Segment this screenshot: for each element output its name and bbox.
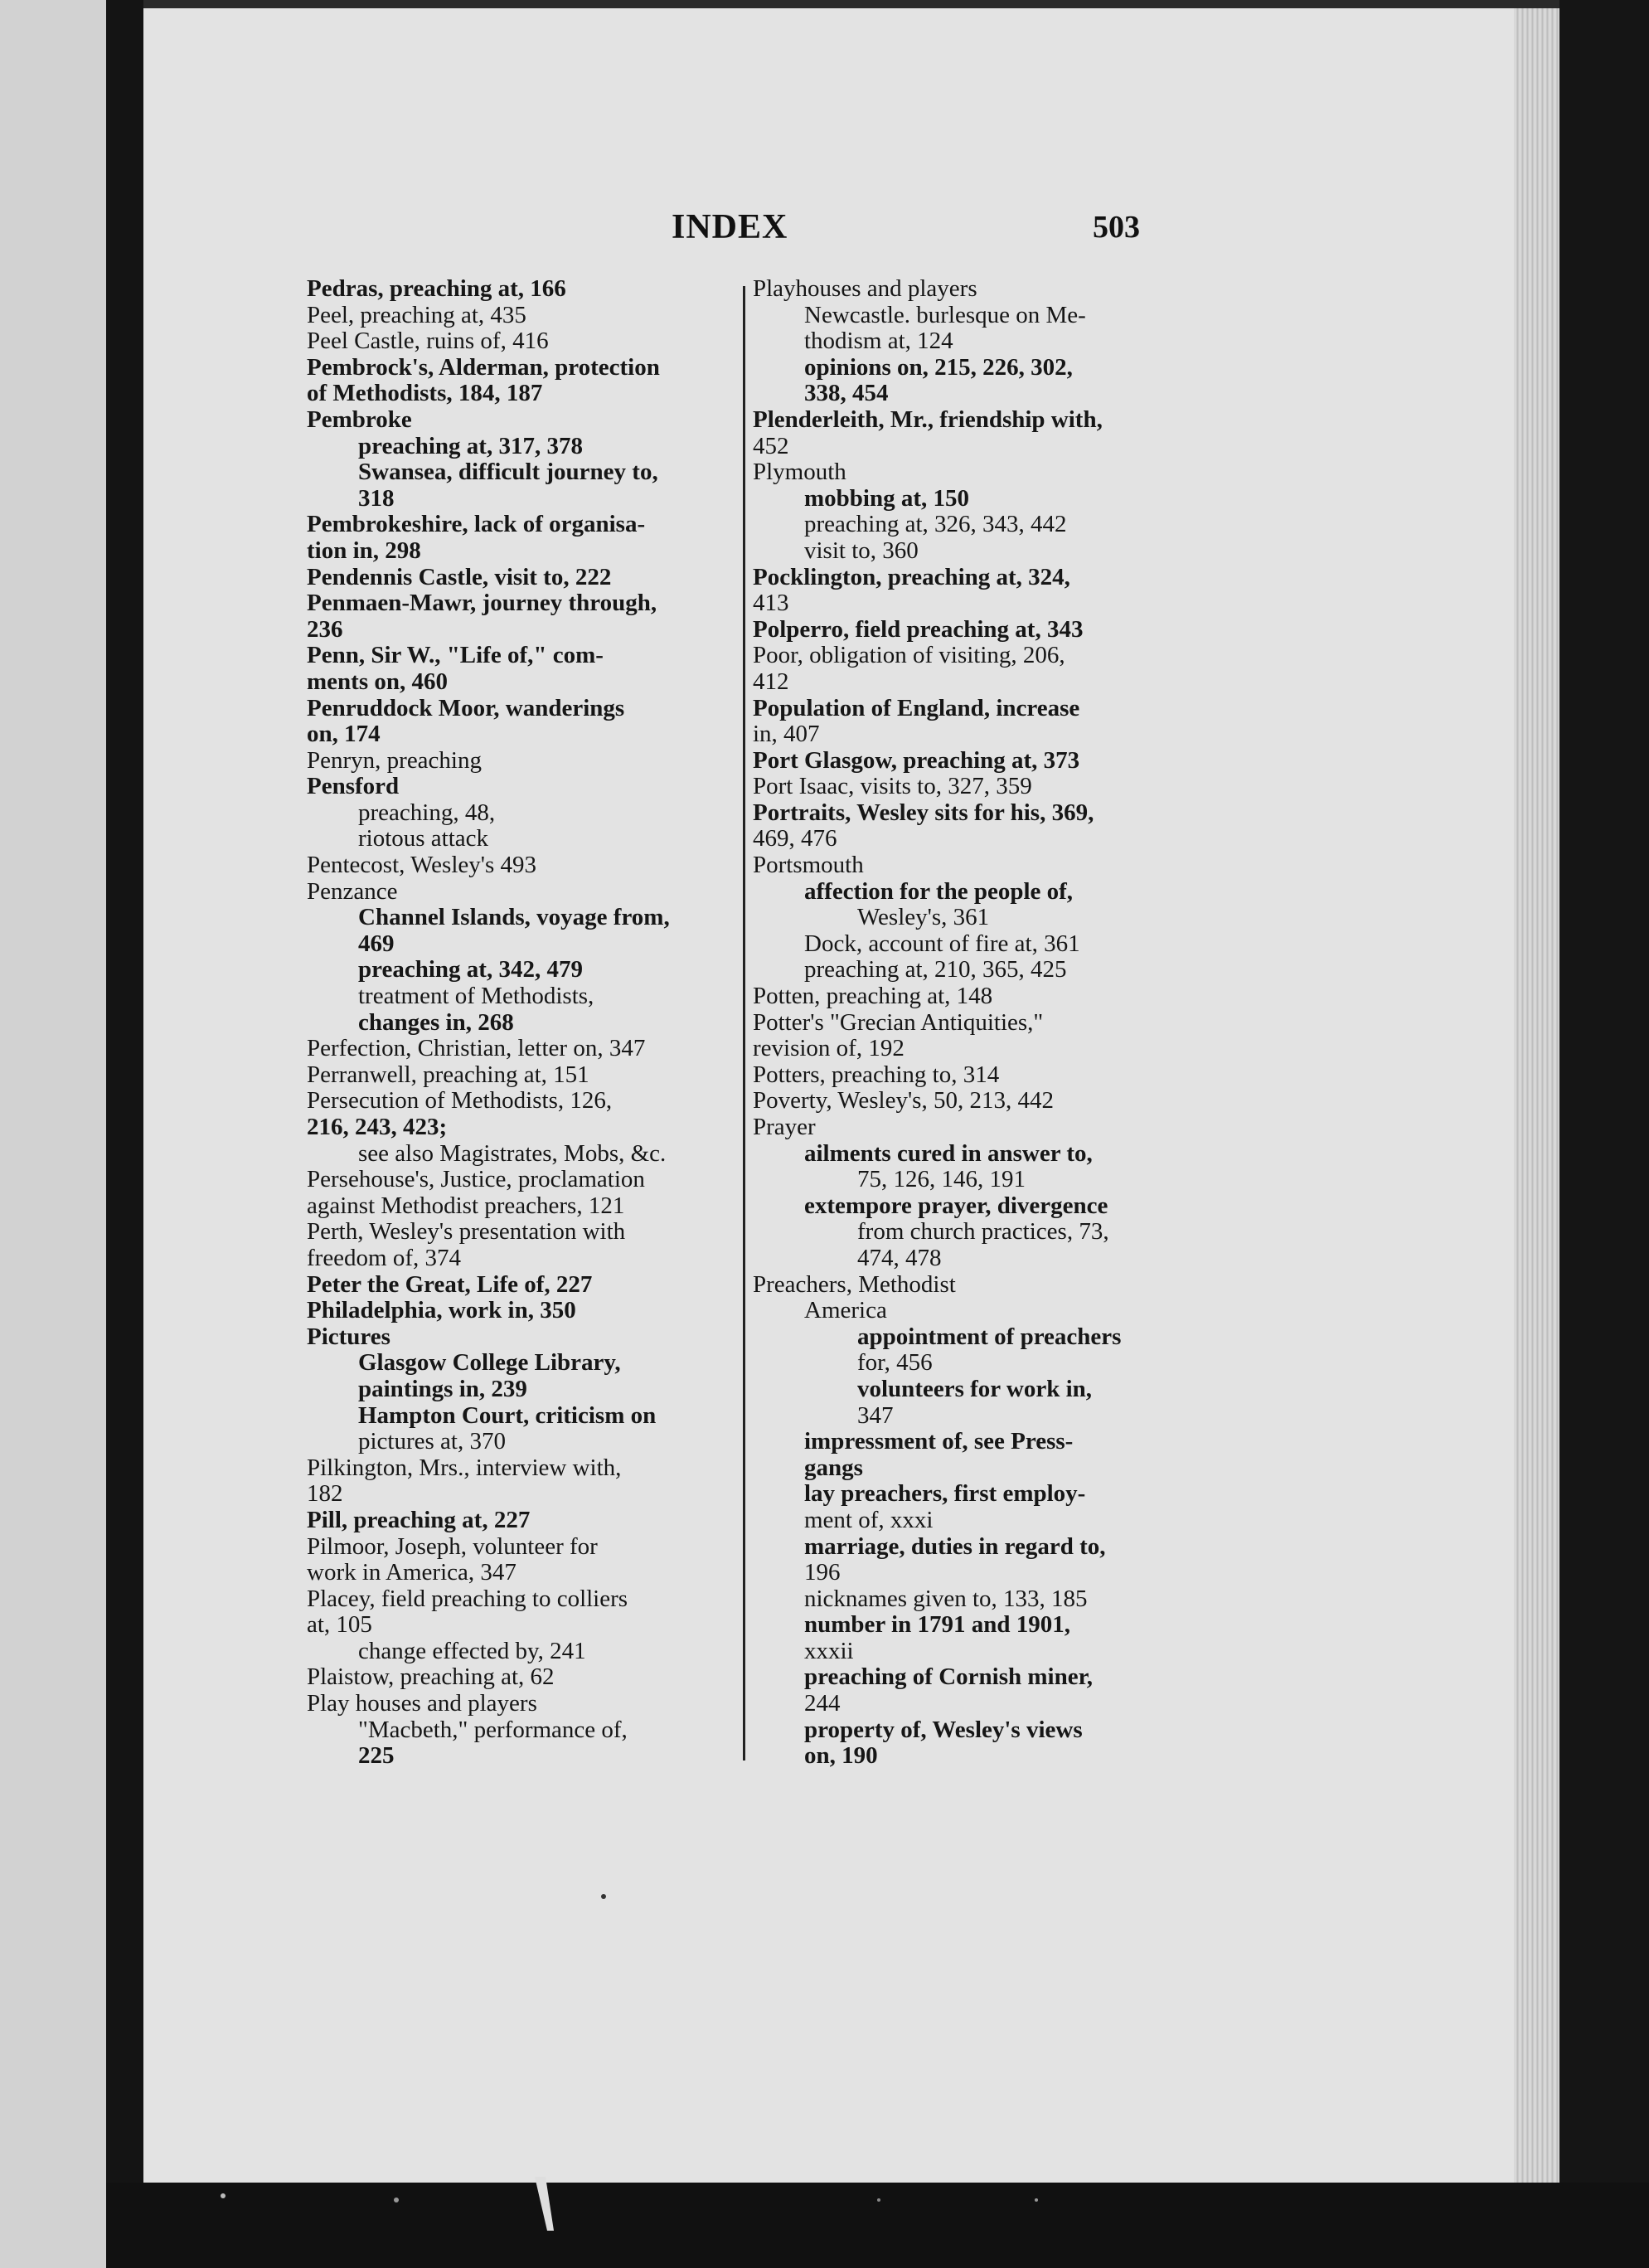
index-entry: paintings in, 239 <box>358 1375 527 1402</box>
index-entry: thodism at, 124 <box>804 328 953 355</box>
index-entry: Port Glasgow, preaching at, 373 <box>753 746 1080 774</box>
index-entry: revision of, 192 <box>753 1035 905 1062</box>
index-entry: Glasgow College Library, <box>358 1349 621 1377</box>
index-entry: Pembrock's, Alderman, protection <box>307 353 660 381</box>
index-entry: Pembroke <box>307 406 412 433</box>
index-entry: preaching at, 342, 479 <box>358 956 583 983</box>
index-entry: Penzance <box>307 877 398 905</box>
index-entry: freedom of, 374 <box>307 1244 462 1271</box>
index-entry: 469 <box>358 930 395 957</box>
index-entry: 216, 243, 423; <box>307 1114 448 1140</box>
index-entry: treatment of Methodists, <box>358 983 594 1010</box>
index-entry: opinions on, 215, 226, 302, <box>804 353 1073 381</box>
index-entry: Poverty, Wesley's, 50, 213, 442 <box>753 1087 1054 1115</box>
index-entry: Channel Islands, voyage from, <box>358 904 670 931</box>
index-entry: Perfection, Christian, letter on, 347 <box>307 1035 646 1062</box>
index-entry: on, 174 <box>307 721 381 748</box>
index-entry: Placey, field preaching to colliers <box>307 1585 628 1612</box>
index-entry: Wesley's, 361 <box>857 904 990 931</box>
index-entry: preaching of Cornish miner, <box>804 1663 1094 1691</box>
index-entry: Poor, obligation of visiting, 206, <box>753 642 1065 669</box>
index-entry: Pill, preaching at, 227 <box>307 1506 531 1533</box>
index-entry: see also Magistrates, Mobs, &c. <box>358 1139 667 1167</box>
index-entry: pictures at, 370 <box>358 1428 506 1455</box>
index-entry: property of, Wesley's views <box>804 1716 1083 1743</box>
index-entry: extempore prayer, divergence <box>804 1192 1108 1219</box>
index-entry: "Macbeth," performance of, <box>358 1716 628 1743</box>
index-entry: preaching at, 317, 378 <box>358 432 583 459</box>
index-entry: Penmaen-Mawr, journey through, <box>307 590 657 617</box>
index-entry: 412 <box>753 668 789 695</box>
index-entry: Dock, account of fire at, 361 <box>804 930 1080 957</box>
index-entry: of Methodists, 184, 187 <box>307 380 543 407</box>
index-entry: riotous attack <box>358 825 489 852</box>
index-entry: Newcastle. burlesque on Me- <box>804 301 1086 328</box>
index-entry: Plymouth <box>753 459 846 486</box>
index-entry: appointment of preachers <box>857 1323 1122 1350</box>
index-entry: Peel, preaching at, 435 <box>307 301 526 328</box>
index-entry: Persecution of Methodists, 126, <box>307 1087 613 1115</box>
index-entry: Swansea, difficult journey to, <box>358 459 658 486</box>
index-entry: Penruddock Moor, wanderings <box>307 694 625 721</box>
index-entry: Potter's "Grecian Antiquities," <box>753 1008 1044 1036</box>
index-entry: 318 <box>358 484 395 512</box>
page-number: 503 <box>1093 210 1140 245</box>
index-entry: number in 1791 and 1901, <box>804 1611 1070 1639</box>
index-entry: 244 <box>804 1690 841 1717</box>
index-entry: 196 <box>804 1559 841 1586</box>
index-entry: Pentecost, Wesley's 493 <box>307 852 537 879</box>
index-entry: 474, 478 <box>857 1244 942 1271</box>
index-entry: Persehouse's, Justice, proclamation <box>307 1166 645 1193</box>
index-entry: visit to, 360 <box>804 537 919 564</box>
index-entry: Perranwell, preaching at, 151 <box>307 1061 589 1088</box>
index-entry: Pocklington, preaching at, 324, <box>753 563 1070 590</box>
index-entry: tion in, 298 <box>307 537 421 564</box>
index-entry: impressment of, see Press- <box>804 1428 1074 1455</box>
index-entry: Polperro, field preaching at, 343 <box>753 615 1084 643</box>
index-entry: 413 <box>753 590 789 617</box>
index-entry: Port Isaac, visits to, 327, 359 <box>753 773 1032 800</box>
index-entry: in, 407 <box>753 721 820 748</box>
index-entry: Potters, preaching to, 314 <box>753 1061 1000 1088</box>
index-entry: Prayer <box>753 1114 816 1140</box>
index-entry: at, 105 <box>307 1611 372 1639</box>
index-entry: Playhouses and players <box>753 275 977 302</box>
index-entry: volunteers for work in, <box>857 1375 1093 1402</box>
index-entry: Pilmoor, Joseph, volunteer for <box>307 1532 598 1560</box>
index-entry: Population of England, increase <box>753 694 1080 721</box>
index-entry: Peter the Great, Life of, 227 <box>307 1270 593 1298</box>
index-entry: Preachers, Methodist <box>753 1270 956 1298</box>
index-entry: ailments cured in answer to, <box>804 1139 1093 1167</box>
index-entry: for, 456 <box>857 1349 933 1377</box>
index-entry: Plaistow, preaching at, 62 <box>307 1663 555 1691</box>
index-entry: Pensford <box>307 773 400 800</box>
index-entry: 182 <box>307 1480 343 1508</box>
page-title: INDEX <box>672 208 788 246</box>
index-entry: 347 <box>857 1401 894 1429</box>
index-entry: preaching at, 326, 343, 442 <box>804 511 1067 538</box>
index-entry: changes in, 268 <box>358 1008 514 1036</box>
index-entry: Potten, preaching at, 148 <box>753 983 993 1010</box>
index-entry: Perth, Wesley's presentation with <box>307 1218 626 1246</box>
index-entry: preaching, 48, <box>358 799 496 826</box>
index-entry: Philadelphia, work in, 350 <box>307 1297 576 1324</box>
index-entry: against Methodist preachers, 121 <box>307 1192 625 1219</box>
index-entry: Pilkington, Mrs., interview with, <box>307 1454 622 1481</box>
index-entry: change effected by, 241 <box>358 1637 586 1664</box>
index-entry: Pedras, preaching at, 166 <box>307 275 566 302</box>
index-entry: Penryn, preaching <box>307 746 482 774</box>
index-entry: mobbing at, 150 <box>804 484 970 512</box>
index-entry: Plenderleith, Mr., friendship with, <box>753 406 1103 433</box>
index-entry: Penn, Sir W., "Life of," com- <box>307 642 604 669</box>
index-entry: Play houses and players <box>307 1690 537 1717</box>
index-entry: Pendennis Castle, visit to, 222 <box>307 563 612 590</box>
index-entry: xxxii <box>804 1637 854 1664</box>
index-entry: on, 190 <box>804 1742 878 1770</box>
index-entry: from church practices, 73, <box>857 1218 1109 1246</box>
index-entry: 469, 476 <box>753 825 837 852</box>
index-entry: ment of, xxxi <box>804 1506 934 1533</box>
index-entry: preaching at, 210, 365, 425 <box>804 956 1067 983</box>
index-entry: Hampton Court, criticism on <box>358 1401 657 1429</box>
index-entry: Portsmouth <box>753 852 864 879</box>
index-entry: lay preachers, first employ- <box>804 1480 1086 1508</box>
index-entry: 236 <box>307 615 343 643</box>
index-entry: 75, 126, 146, 191 <box>857 1166 1026 1193</box>
index-entry: America <box>804 1297 887 1324</box>
index-entry: Peel Castle, ruins of, 416 <box>307 328 549 355</box>
index-entry: gangs <box>804 1454 863 1481</box>
index-entry: Pictures <box>307 1323 390 1350</box>
index-entry: 225 <box>358 1742 395 1770</box>
index-entry: affection for the people of, <box>804 877 1074 905</box>
index-entry: 452 <box>753 432 789 459</box>
index-entry: Portraits, Wesley sits for his, 369, <box>753 799 1094 826</box>
index-entry: Pembrokeshire, lack of organisa- <box>307 511 646 538</box>
index-entry: 338, 454 <box>804 380 889 407</box>
index-entry: ments on, 460 <box>307 668 448 695</box>
index-entry: work in America, 347 <box>307 1559 517 1586</box>
index-entry: marriage, duties in regard to, <box>804 1532 1106 1560</box>
index-entry: nicknames given to, 133, 185 <box>804 1585 1088 1612</box>
